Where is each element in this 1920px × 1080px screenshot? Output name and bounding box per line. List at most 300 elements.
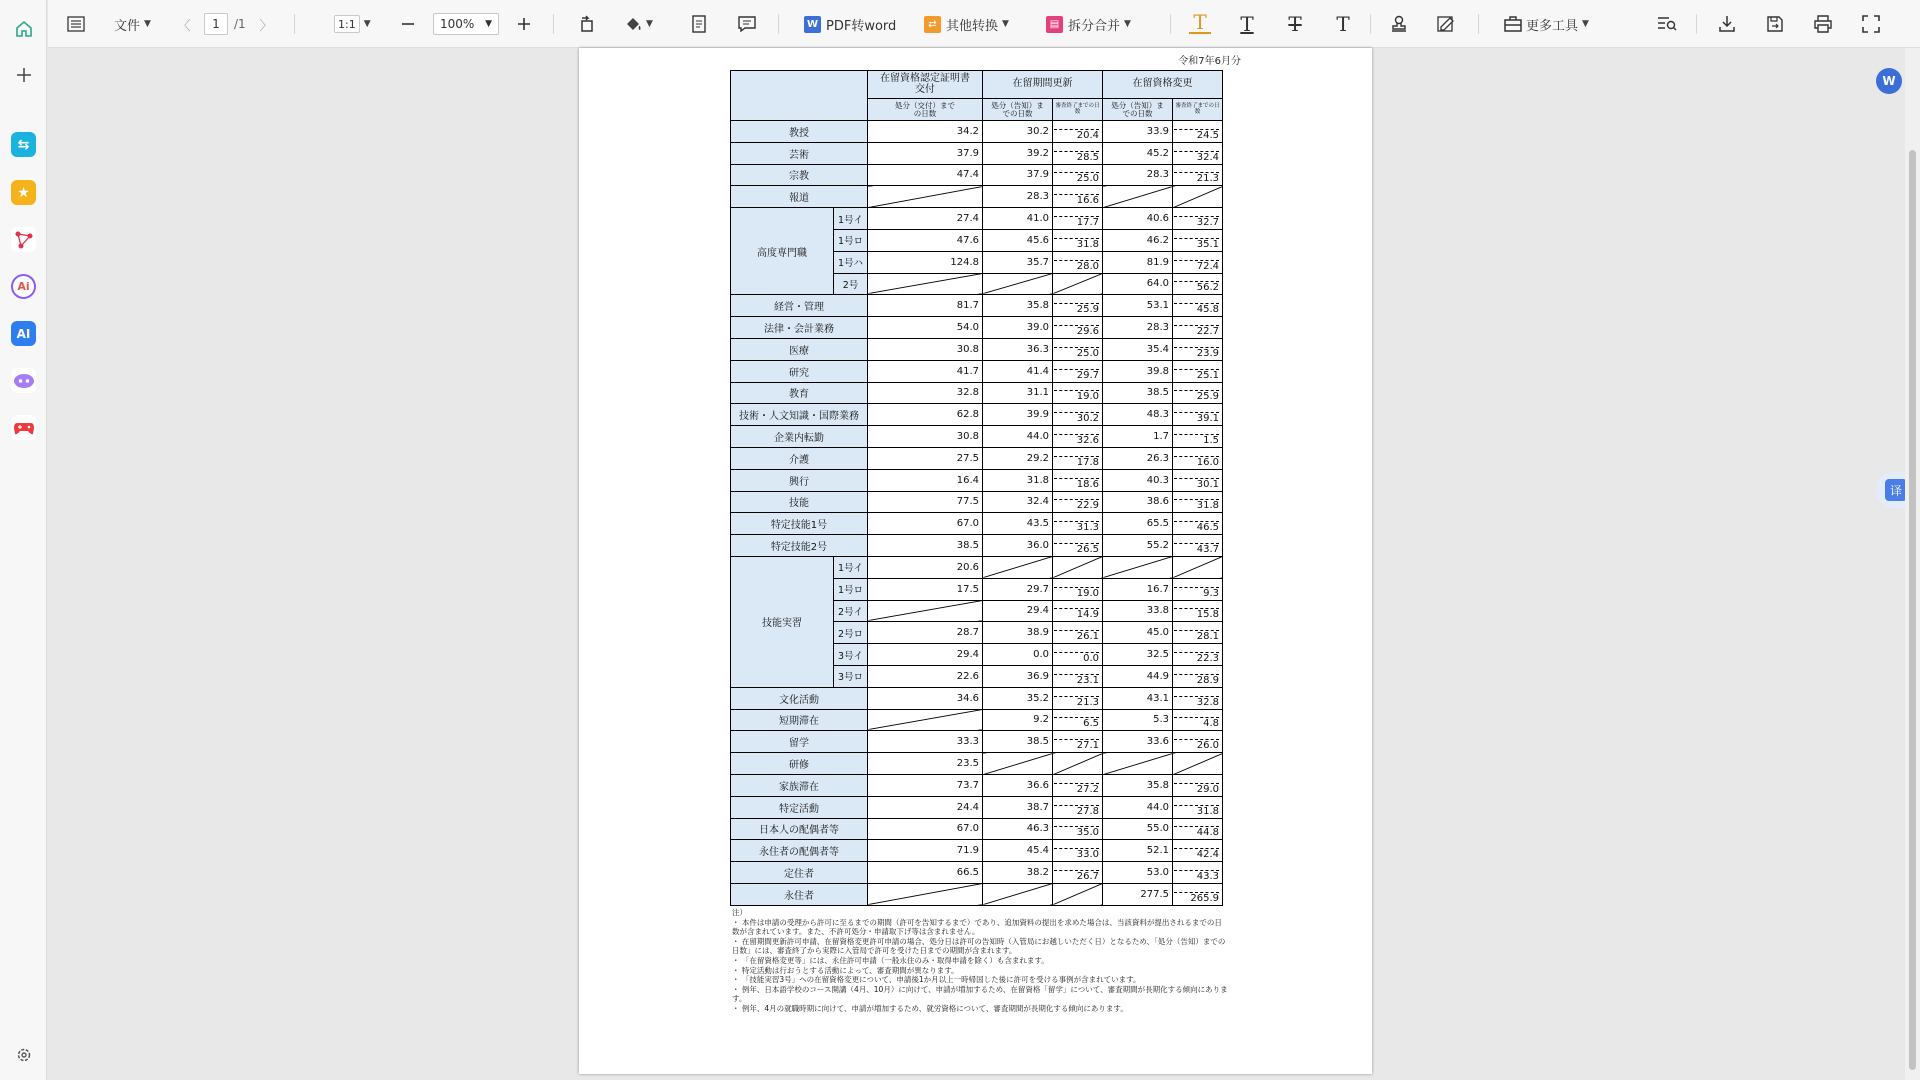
value-cell: 43.1	[1103, 687, 1173, 709]
value-cell	[1173, 513, 1223, 535]
table-row	[731, 164, 1223, 186]
top-toolbar	[48, 0, 1920, 48]
value-cell: 30.8	[868, 338, 983, 360]
value-cell: 44.0	[983, 426, 1053, 448]
fullscreen-icon[interactable]	[1860, 12, 1882, 36]
value-text: 30.2	[1054, 412, 1099, 425]
value-text: 25.1	[1174, 369, 1219, 382]
value-text: 1.5	[1174, 434, 1219, 447]
word-assistant-icon[interactable]: W	[1876, 68, 1902, 94]
value-cell	[1053, 404, 1103, 426]
value-text: 22.9	[1054, 499, 1099, 512]
value-cell	[1053, 491, 1103, 513]
value-cell: 77.5	[868, 491, 983, 513]
value-cell: 45.4	[983, 840, 1053, 862]
value-text: 0.0	[1054, 652, 1099, 665]
value-cell	[1053, 382, 1103, 404]
value-cell: 43.5	[983, 513, 1053, 535]
footnotes	[732, 908, 1228, 1014]
value-cell	[1173, 665, 1223, 687]
value-cell: 5.3	[1103, 709, 1173, 731]
divider	[553, 14, 554, 34]
value-cell: 46.2	[1103, 229, 1173, 251]
value-cell: 35.8	[1103, 774, 1173, 796]
app-ai-circle-icon[interactable]: Ai	[11, 274, 36, 299]
value-text: 25.0	[1054, 347, 1099, 360]
value-cell: 39.0	[983, 317, 1053, 339]
header-change: 在留資格変更	[1103, 71, 1223, 99]
value-cell: 41.0	[983, 208, 1053, 230]
value-text: 26.0	[1174, 739, 1219, 752]
value-cell: 81.9	[1103, 251, 1173, 273]
value-cell: 31.1	[983, 382, 1053, 404]
value-text: 31.3	[1054, 521, 1099, 534]
value-cell	[1173, 317, 1223, 339]
more-tools-label: 更多工具	[1526, 18, 1579, 34]
value-cell	[1053, 578, 1103, 600]
value-cell	[1173, 883, 1223, 905]
value-cell: 38.5	[983, 731, 1053, 753]
footnote-line: 注）	[732, 908, 747, 917]
rotate-icon[interactable]	[576, 12, 598, 36]
value-cell	[1053, 142, 1103, 164]
table-row	[731, 535, 1223, 557]
value-text: 46.5	[1174, 521, 1219, 534]
app-robot-icon[interactable]	[11, 368, 36, 393]
value-text: 24.5	[1174, 129, 1219, 142]
row-category: 特定技能1号	[731, 513, 868, 535]
value-cell: 29.4	[983, 600, 1053, 622]
footnote-line: ・ 例年、日本語学校のコース開講（4月、10月）に向けて、申請が増加するため、在留資格「留学」について、審査期間が長期化する傾向にあります。	[732, 984, 1228, 1004]
empty-cell-diagonal	[868, 600, 983, 622]
pdf-to-word-button[interactable]	[804, 12, 896, 36]
value-cell: 28.3	[983, 186, 1053, 208]
value-cell: 53.0	[1103, 862, 1173, 884]
save-as-icon[interactable]	[1764, 12, 1786, 36]
value-text: 43.7	[1174, 543, 1219, 556]
value-text: 35.1	[1174, 238, 1219, 251]
value-cell	[1173, 774, 1223, 796]
value-cell: 39.9	[983, 404, 1053, 426]
value-cell	[1053, 513, 1103, 535]
row-subcategory: 2号イ	[834, 600, 868, 622]
value-text: 21.3	[1054, 696, 1099, 709]
value-cell: 1.7	[1103, 426, 1173, 448]
table-row	[731, 469, 1223, 491]
value-cell	[1053, 121, 1103, 143]
convert-icon: ⇄	[924, 16, 941, 33]
row-category: 芸術	[731, 142, 868, 164]
download-icon[interactable]	[1716, 12, 1738, 36]
chevron-down-icon: ▼	[646, 19, 653, 29]
row-category: 興行	[731, 469, 868, 491]
value-cell	[1053, 447, 1103, 469]
value-cell: 32.8	[868, 382, 983, 404]
empty-cell-diagonal	[983, 753, 1053, 775]
empty-cell-diagonal	[1053, 883, 1103, 905]
empty-cell-diagonal	[983, 556, 1053, 578]
row-subcategory: 1号ロ	[834, 578, 868, 600]
split-merge-menu[interactable]	[1046, 12, 1131, 36]
footnote-line: ・ 在留期間更新許可申請、在留資格変更許可申請の場合、処分日は許可の告知時（入管局にお越しいただく日）となるため、「処分（告知）までの日数」には、審査終了から実際に入管局で許可を受けた日までの期間が含まれます。	[732, 936, 1226, 956]
table-row	[731, 208, 1223, 230]
value-cell	[1053, 251, 1103, 273]
pdf-page	[579, 48, 1372, 1074]
empty-cell-diagonal	[1173, 556, 1223, 578]
row-category: 技術・人文知識・国際業務	[731, 404, 868, 426]
value-cell: 36.9	[983, 665, 1053, 687]
empty-cell-diagonal	[1053, 753, 1103, 775]
value-cell: 30.2	[983, 121, 1053, 143]
value-cell	[1173, 491, 1223, 513]
value-cell	[1053, 774, 1103, 796]
value-text: 28.0	[1054, 260, 1099, 273]
page-total: /1	[234, 17, 246, 31]
table-row	[731, 382, 1223, 404]
table-row	[731, 338, 1223, 360]
value-text: 16.0	[1174, 456, 1219, 469]
empty-cell-diagonal	[1173, 186, 1223, 208]
row-category: 宗教	[731, 164, 868, 186]
value-cell: 45.6	[983, 229, 1053, 251]
table-row	[731, 426, 1223, 448]
value-text: 27.8	[1054, 805, 1099, 818]
home-icon[interactable]	[11, 16, 36, 41]
value-cell: 277.5	[1103, 883, 1173, 905]
empty-cell-diagonal	[1103, 186, 1173, 208]
row-group-category: 高度専門職	[731, 208, 834, 295]
value-text: 25.9	[1174, 390, 1219, 403]
row-subcategory: 1号イ	[834, 556, 868, 578]
text-underline-icon[interactable]: T	[1240, 12, 1254, 36]
value-cell	[1053, 687, 1103, 709]
value-text: 32.6	[1054, 434, 1099, 447]
value-text: 16.6	[1054, 194, 1099, 207]
value-cell: 16.4	[868, 469, 983, 491]
row-subcategory: 1号ロ	[834, 229, 868, 251]
corner-header	[731, 71, 868, 121]
file-menu[interactable]	[114, 12, 151, 36]
value-cell: 26.3	[1103, 447, 1173, 469]
value-text: 17.7	[1054, 216, 1099, 229]
divider	[1478, 14, 1479, 34]
value-cell: 73.7	[868, 774, 983, 796]
value-cell: 67.0	[868, 818, 983, 840]
search-list-icon[interactable]	[1656, 12, 1678, 36]
value-cell	[1173, 447, 1223, 469]
row-category: 特定技能2号	[731, 535, 868, 557]
value-text: 39.1	[1174, 412, 1219, 425]
value-cell: 29.4	[868, 644, 983, 666]
value-text: 26.5	[1054, 543, 1099, 556]
app-star-icon[interactable]: ★	[11, 180, 36, 205]
value-cell: 24.4	[868, 796, 983, 818]
empty-cell-diagonal	[983, 883, 1053, 905]
value-cell	[1173, 600, 1223, 622]
footnote-line: ・ 特定活動は行おうとする活動によって、審査期間が異なります。	[732, 965, 959, 975]
app-ai-icon[interactable]: AI	[11, 321, 36, 346]
row-category: 研究	[731, 360, 868, 382]
value-cell: 28.7	[868, 622, 983, 644]
value-text: 23.1	[1054, 674, 1099, 687]
empty-cell-diagonal	[1173, 753, 1223, 775]
value-cell: 9.2	[983, 709, 1053, 731]
value-cell	[1053, 600, 1103, 622]
value-text: 15.8	[1174, 608, 1219, 621]
divider	[1370, 14, 1371, 34]
value-text: 30.1	[1174, 478, 1219, 491]
row-category: 留学	[731, 731, 868, 753]
value-cell	[1053, 862, 1103, 884]
empty-cell-diagonal	[868, 186, 983, 208]
stamp-icon[interactable]	[1388, 12, 1410, 36]
table-row	[731, 687, 1223, 709]
row-category: 永住者の配偶者等	[731, 840, 868, 862]
page-navigator	[204, 12, 246, 36]
value-text: 22.7	[1174, 325, 1219, 338]
text-insert-icon[interactable]: T	[1336, 12, 1350, 36]
zoom-select[interactable]	[433, 12, 499, 36]
row-category: 研修	[731, 753, 868, 775]
value-cell: 33.6	[1103, 731, 1173, 753]
scrollbar-thumb[interactable]	[1909, 150, 1916, 1070]
value-cell	[1173, 687, 1223, 709]
value-cell	[1173, 622, 1223, 644]
value-cell: 33.9	[1103, 121, 1173, 143]
value-cell	[1173, 164, 1223, 186]
divider	[778, 14, 779, 34]
chevron-down-icon: ▼	[1582, 19, 1589, 29]
table-row	[731, 731, 1223, 753]
empty-cell-diagonal	[1103, 753, 1173, 775]
comment-icon[interactable]	[736, 12, 758, 36]
value-cell: 44.9	[1103, 665, 1173, 687]
row-subcategory: 2号	[834, 273, 868, 295]
value-cell: 28.3	[1103, 164, 1173, 186]
fill-color-menu[interactable]	[624, 12, 653, 36]
value-text: 31.8	[1174, 805, 1219, 818]
value-cell: 38.9	[983, 622, 1053, 644]
value-cell: 36.6	[983, 774, 1053, 796]
value-cell: 31.8	[983, 469, 1053, 491]
value-text: 28.1	[1174, 630, 1219, 643]
value-text: 29.6	[1054, 325, 1099, 338]
table-row	[731, 840, 1223, 862]
table-row	[731, 491, 1223, 513]
value-text: 21.3	[1174, 172, 1219, 185]
processing-days-table	[730, 70, 1223, 906]
value-cell: 27.5	[868, 447, 983, 469]
value-cell	[1173, 840, 1223, 862]
row-category: 永住者	[731, 883, 868, 905]
settings-icon[interactable]	[11, 1042, 36, 1067]
value-cell: 20.6	[868, 556, 983, 578]
app-graph-icon[interactable]	[11, 227, 36, 252]
value-cell: 22.6	[868, 665, 983, 687]
footnote-line: ・ 例年、4月の就職時期に向けて、申請が増加するため、就労資格について、審査期間が長期化する傾向にあります。	[732, 1003, 1128, 1013]
value-cell: 52.1	[1103, 840, 1173, 862]
more-tools-menu[interactable]	[1504, 12, 1589, 36]
value-cell: 33.8	[1103, 600, 1173, 622]
zoom-value: 100%	[440, 17, 475, 31]
value-cell	[1173, 578, 1223, 600]
value-text: 265.9	[1174, 892, 1219, 905]
table-row	[731, 360, 1223, 382]
value-cell	[1173, 426, 1223, 448]
value-cell	[1173, 208, 1223, 230]
empty-cell-diagonal	[868, 883, 983, 905]
value-text: 9.3	[1174, 587, 1219, 600]
value-cell: 38.2	[983, 862, 1053, 884]
table-row	[731, 295, 1223, 317]
value-cell	[1053, 622, 1103, 644]
value-cell: 124.8	[868, 251, 983, 273]
table-row	[731, 404, 1223, 426]
fit-mode-menu[interactable]	[334, 12, 371, 36]
row-category: 文化活動	[731, 687, 868, 709]
value-cell: 39.8	[1103, 360, 1173, 382]
table-row	[731, 883, 1223, 905]
value-cell	[1173, 360, 1223, 382]
value-cell	[1173, 796, 1223, 818]
value-cell	[1053, 208, 1103, 230]
value-cell: 32.5	[1103, 644, 1173, 666]
value-cell: 62.8	[868, 404, 983, 426]
value-text: 20.4	[1054, 129, 1099, 142]
value-cell	[1173, 382, 1223, 404]
row-category: 特定活動	[731, 796, 868, 818]
row-subcategory: 3号イ	[834, 644, 868, 666]
split-merge-label: 拆分合并	[1068, 18, 1121, 34]
value-text: 35.0	[1054, 826, 1099, 839]
value-cell: 55.0	[1103, 818, 1173, 840]
row-category: 技能	[731, 491, 868, 513]
value-text: 28.5	[1054, 151, 1099, 164]
value-cell: 40.6	[1103, 208, 1173, 230]
translate-icon: 译	[1885, 479, 1907, 501]
value-text: 19.0	[1054, 587, 1099, 600]
value-cell: 64.0	[1103, 273, 1173, 295]
value-text: 29.0	[1174, 783, 1219, 796]
value-cell: 37.9	[868, 142, 983, 164]
value-cell: 39.2	[983, 142, 1053, 164]
value-cell: 29.7	[983, 578, 1053, 600]
footnote-line: ・ 「在留資格変更等」には、永住許可申請（一般永住のみ・取得申請を除く）も含まれます。	[732, 955, 1049, 965]
prev-page-icon[interactable]: 〈	[177, 18, 191, 34]
value-text: 22.3	[1174, 652, 1219, 665]
value-cell: 35.4	[1103, 338, 1173, 360]
signature-icon[interactable]	[1435, 12, 1457, 36]
zoom-out-icon[interactable]	[398, 12, 418, 36]
value-cell: 54.0	[868, 317, 983, 339]
value-cell: 23.5	[868, 753, 983, 775]
value-text: 17.8	[1054, 456, 1099, 469]
next-page-icon[interactable]: 〉	[259, 18, 273, 34]
value-text: 32.4	[1174, 151, 1219, 164]
table-row	[731, 142, 1223, 164]
value-text: 4.8	[1174, 717, 1219, 730]
table-row	[731, 774, 1223, 796]
paint-bucket-icon	[624, 15, 642, 33]
add-icon[interactable]	[11, 62, 36, 87]
app-sync-icon[interactable]: ⇆	[11, 132, 36, 157]
chevron-down-icon: ▼	[1002, 19, 1009, 29]
value-cell: 0.0	[983, 644, 1053, 666]
value-cell: 38.6	[1103, 491, 1173, 513]
value-cell	[1053, 164, 1103, 186]
footnote-line: ・ 本件は申請の受理から許可に至るまでの期間（許可を告知するまで）であり、追加資料の提出を求めた場合は、当該資料が提出されるまでの日数が含まれています。また、不許可処分・申請取下げ等は含まれません。	[732, 917, 1222, 937]
value-text: 26.1	[1054, 630, 1099, 643]
value-cell: 34.6	[868, 687, 983, 709]
value-cell: 47.4	[868, 164, 983, 186]
value-cell	[1173, 121, 1223, 143]
value-cell: 16.7	[1103, 578, 1173, 600]
value-cell	[1053, 535, 1103, 557]
value-cell	[1173, 229, 1223, 251]
chevron-down-icon: ▼	[363, 19, 371, 29]
value-text: 45.8	[1174, 303, 1219, 316]
other-convert-menu[interactable]	[924, 12, 1009, 36]
value-cell: 46.3	[983, 818, 1053, 840]
value-cell: 41.7	[868, 360, 983, 382]
print-icon[interactable]	[1812, 12, 1834, 36]
zoom-in-icon[interactable]	[514, 12, 534, 36]
table-row	[731, 753, 1223, 775]
value-cell: 36.0	[983, 535, 1053, 557]
value-cell: 45.2	[1103, 142, 1173, 164]
value-cell	[1173, 338, 1223, 360]
page-number-input[interactable]: 1	[204, 13, 228, 35]
empty-cell-diagonal	[1053, 273, 1103, 295]
table-row	[731, 317, 1223, 339]
value-cell: 35.8	[983, 295, 1053, 317]
value-cell	[1053, 469, 1103, 491]
divider	[1696, 14, 1697, 34]
value-cell: 35.2	[983, 687, 1053, 709]
value-cell	[1173, 731, 1223, 753]
value-cell: 45.0	[1103, 622, 1173, 644]
value-text: 72.4	[1174, 260, 1219, 273]
value-cell: 38.5	[868, 535, 983, 557]
subheader-change-review-days: 審査終了までの日数	[1173, 99, 1223, 121]
value-text: 25.9	[1054, 303, 1099, 316]
divider	[1170, 14, 1171, 34]
subheader-renewal-review-days: 審査終了までの日数	[1053, 99, 1103, 121]
value-text: 27.1	[1054, 739, 1099, 752]
table-row	[731, 513, 1223, 535]
value-cell	[1053, 796, 1103, 818]
text-strikethrough-icon[interactable]: T	[1288, 12, 1302, 36]
fit-label: 1:1	[334, 15, 360, 33]
value-cell	[1053, 840, 1103, 862]
table-row	[731, 709, 1223, 731]
value-cell: 48.3	[1103, 404, 1173, 426]
text-highlight-icon[interactable]: T	[1189, 12, 1211, 34]
value-text: 31.8	[1174, 499, 1219, 512]
value-cell: 53.1	[1103, 295, 1173, 317]
subheader-cert-days: 処分（交付）までの日数	[868, 99, 983, 121]
value-text: 26.7	[1054, 870, 1099, 883]
value-text: 28.9	[1174, 674, 1219, 687]
app-game-icon[interactable]	[11, 415, 36, 440]
row-category: 定住者	[731, 862, 868, 884]
sidebar-toggle-icon[interactable]	[64, 12, 88, 36]
single-page-icon[interactable]	[688, 12, 710, 36]
value-cell	[1053, 665, 1103, 687]
value-text: 29.7	[1054, 369, 1099, 382]
value-cell: 71.9	[868, 840, 983, 862]
value-cell	[1053, 338, 1103, 360]
